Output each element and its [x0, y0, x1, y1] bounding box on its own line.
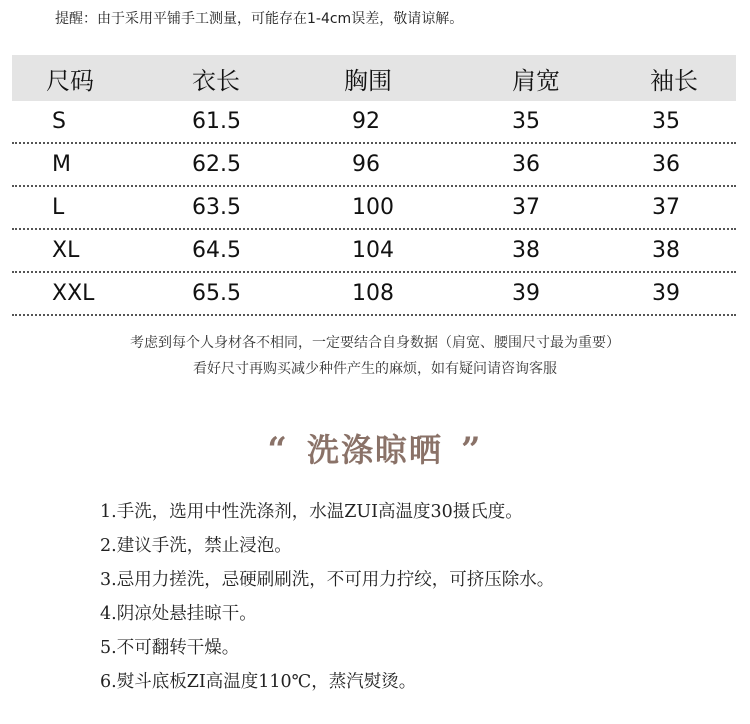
cell-length: 63.5 [192, 195, 241, 220]
list-item: 6.熨斗底板ZI高温度110℃，蒸汽熨烫。 [100, 672, 417, 692]
cell-sleeve: 35 [652, 109, 680, 134]
close-quote: ” [461, 430, 483, 470]
cell-length: 64.5 [192, 238, 241, 263]
cell-shoulder: 38 [512, 238, 540, 263]
size-table [12, 55, 736, 316]
cell-chest: 104 [352, 238, 394, 263]
list-item: 5.不可翻转干燥。 [100, 638, 240, 658]
table-row [12, 273, 736, 316]
wash-section-title [0, 425, 750, 471]
list-item: 3.忌用力搓洗，忌硬刷刷洗，不可用力拧绞，可挤压除水。 [100, 570, 555, 590]
cell-shoulder: 35 [512, 109, 540, 134]
cell-shoulder: 39 [512, 281, 540, 306]
cell-length: 61.5 [192, 109, 241, 134]
cell-shoulder: 37 [512, 195, 540, 220]
cell-length: 62.5 [192, 152, 241, 177]
cell-sleeve: 37 [652, 195, 680, 220]
header-sleeve: 袖长 [650, 66, 698, 95]
table-header [12, 55, 736, 101]
table-row [12, 101, 736, 144]
cell-sleeve: 38 [652, 238, 680, 263]
cell-size: L [52, 195, 65, 220]
cell-size: XXL [52, 281, 95, 306]
list-item: 4.阴凉处悬挂晾干。 [100, 604, 257, 624]
header-size: 尺码 [46, 66, 94, 95]
wash-title-text: 洗涤晾晒 [306, 431, 443, 469]
list-item: 2.建议手洗，禁止浸泡。 [100, 536, 292, 556]
cell-shoulder: 36 [512, 152, 540, 177]
cell-size: S [52, 109, 66, 134]
open-quote: “ [267, 430, 289, 470]
cell-sleeve: 36 [652, 152, 680, 177]
tip-line: 看好尺寸再购买减少种件产生的麻烦，如有疑问请咨询客服 [193, 361, 557, 377]
cell-length: 65.5 [192, 281, 241, 306]
tip-line: 考虑到每个人身材各不相同，一定要结合自身数据（肩宽、腰围尺寸最为重要） [130, 335, 620, 351]
cell-size: XL [52, 238, 80, 263]
size-tips [0, 330, 750, 382]
wash-instructions [100, 495, 554, 699]
cell-chest: 96 [352, 152, 380, 177]
measurement-note: 提醒：由于采用平铺手工测量，可能存在1-4cm误差，敬请谅解。 [55, 11, 464, 27]
header-length: 衣长 [192, 66, 240, 95]
cell-sleeve: 39 [652, 281, 680, 306]
header-shoulder: 肩宽 [512, 66, 560, 95]
list-item: 1.手洗，选用中性洗涤剂，水温ZUI高温度30摄氏度。 [100, 502, 523, 522]
cell-chest: 100 [352, 195, 394, 220]
header-chest: 胸围 [344, 66, 392, 95]
cell-chest: 108 [352, 281, 394, 306]
cell-chest: 92 [352, 109, 380, 134]
cell-size: M [52, 152, 71, 177]
table-row [12, 144, 736, 187]
table-row [12, 187, 736, 230]
table-row [12, 230, 736, 273]
